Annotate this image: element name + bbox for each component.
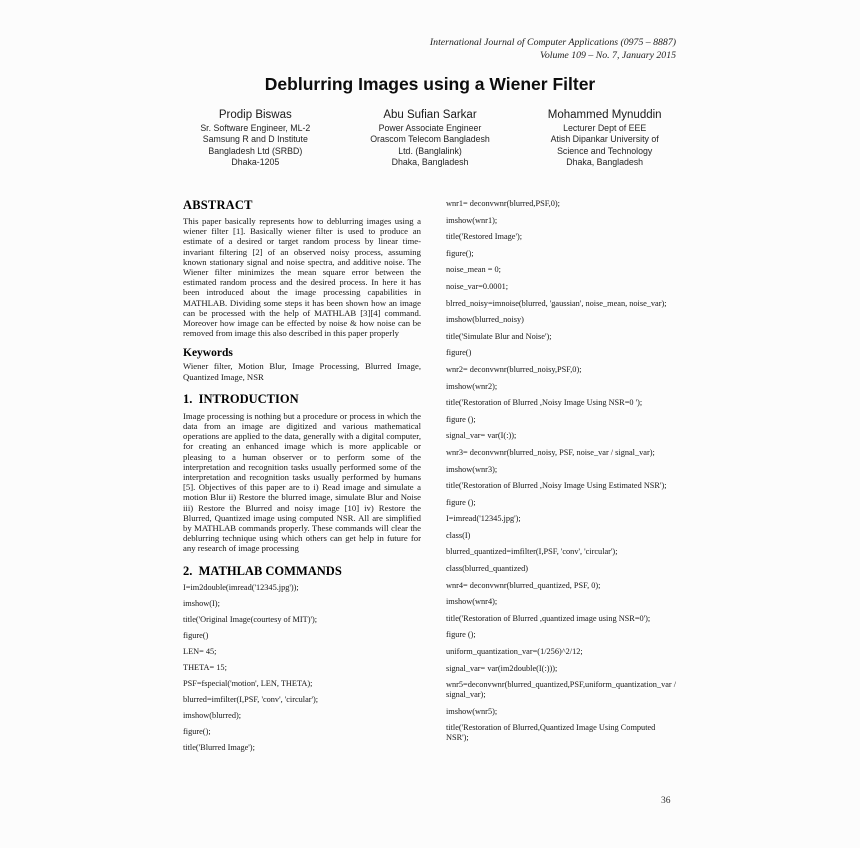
code-line: figure (); <box>446 630 476 640</box>
code-line: I=imread('12345.jpg'); <box>446 514 521 524</box>
paper-title: Deblurring Images using a Wiener Filter <box>264 74 596 94</box>
code-line: wnr4= deconvwnr(blurred_quantized, PSF, 0); <box>446 580 601 590</box>
code-line: figure() <box>446 348 472 358</box>
left-column <box>183 198 421 759</box>
code-line: class(blurred_quantized) <box>446 564 529 574</box>
code-line: class(I) <box>446 530 471 540</box>
code-line: LEN= 45; <box>183 646 217 656</box>
code-line: noise_var=0.0001; <box>446 281 509 291</box>
author-affiliation-line: Atish Dipankar University of <box>550 134 659 145</box>
code-line: blurred_quantized=imfilter(I,PSF, 'conv', 'circular'); <box>446 547 618 557</box>
code-line: title('Restoration of Blurred,Quantized Image Using Computed NSR'); <box>446 723 656 742</box>
journal-name: International Journal of Computer Applications (0975 – 8887) <box>429 37 676 48</box>
code-line: imshow(wnr3); <box>446 464 498 474</box>
code-line: signal_var= var(I(:)); <box>446 431 517 441</box>
keywords-heading: Keywords <box>183 347 233 360</box>
code-line: title('Restoration of Blurred ,Noisy Image Using Estimated NSR'); <box>446 481 667 491</box>
author-name: Prodip Biswas <box>218 109 292 121</box>
author-affiliation-line: Dhaka-1205 <box>231 156 280 167</box>
code-line: wnr2= deconvwnr(blurred_noisy,PSF,0); <box>446 364 582 374</box>
code-line: figure (); <box>446 414 476 424</box>
author-affiliation-line: Orascom Telecom Bangladesh <box>370 134 490 145</box>
author-block <box>517 109 692 168</box>
author-affiliation-line: Ltd. (Banglalink) <box>398 145 462 156</box>
code-line: blurred=imfilter(I,PSF, 'conv', 'circular'); <box>183 694 319 704</box>
code-line: title('Restored Image'); <box>446 232 523 242</box>
code-line: title('Original Image(courtesy of MIT)'); <box>183 614 318 624</box>
author-affiliation-line: Power Associate Engineer <box>378 123 482 133</box>
journal-volume: Volume 109 – No. 7, January 2015 <box>539 49 676 61</box>
code-line: figure() <box>183 630 209 640</box>
keywords-text: Wiener filter, Motion Blur, Image Processing, Blurred Image, Quantized Image, NSR <box>183 361 421 382</box>
code-line: uniform_quantization_var=(1/256)^2/12; <box>446 647 583 657</box>
code-line: signal_var= var(im2double(I(:))); <box>446 663 558 673</box>
author-affiliation-line: Samsung R and D Institute <box>202 134 308 145</box>
code-line: imshow(wnr5); <box>446 706 498 716</box>
code-line: figure (); <box>446 497 476 507</box>
author-affiliation-line: Bangladesh Ltd (SRBD) <box>208 145 303 156</box>
author-name: Abu Sufian Sarkar <box>383 109 477 121</box>
abstract-text: This paper basically represents how to deblurring images using a wiener filter [1]. Basically wiener filter is used to produce an estimate of a desired or target random process by linear time-invariant filtering [2] of an observed noisy process, assuming known stationary signal and noise spectra, and additive noise. The Wiener filter minimizes the mean square error between the estimated random process and the desired process. In here it has been introduced about the image processing capabilities in MATHLAB. Dividing some steps it has been shown how an image can be processed with the help of MATHLAB [3][4] command. Moreover how image can be effected by noise & how noise can be removed from image this also described in this paper properly <box>183 216 421 339</box>
code-line: wnr3= deconvwnr(blurred_noisy, PSF, noise_var / signal_var); <box>446 447 655 457</box>
code-line: THETA= 15; <box>183 662 227 672</box>
code-line: PSF=fspecial('motion', LEN, THETA); <box>183 678 313 688</box>
author-affiliation-line: Dhaka, Bangladesh <box>566 156 644 167</box>
author-affiliation-line: Dhaka, Bangladesh <box>391 156 469 167</box>
code-line: imshow(wnr4); <box>446 597 498 607</box>
journal-header <box>430 37 676 62</box>
author-affiliation-line: Sr. Software Engineer, ML-2 <box>200 123 311 133</box>
author-block <box>343 109 518 168</box>
code-line: imshow(blurred); <box>183 710 242 720</box>
code-line: title('Restoration of Blurred ,quantized image using NSR=0'); <box>446 613 651 623</box>
abstract-heading: ABSTRACT <box>183 198 253 212</box>
page-number: 36 <box>661 796 671 806</box>
author-name: Mohammed Mynuddin <box>547 109 662 121</box>
code-line: imshow(blurred_noisy) <box>446 315 524 325</box>
code-line: wnr5=deconvwnr(blurred_quantized,PSF,uniform_quantization_var / signal_var); <box>446 680 677 700</box>
right-column <box>446 199 679 750</box>
code-line: title('Simulate Blur and Noise'); <box>446 331 552 341</box>
commands-heading: 2. MATHLAB COMMANDS <box>183 563 342 578</box>
code-line: figure(); <box>183 726 211 736</box>
code-line: imshow(wnr1); <box>446 215 498 225</box>
introduction-text: Image processing is nothing but a procedure or process in which the data from an image are digitized and various mathematical operations are applied to the data, generally with a digital computer, for creating an enhanced image which is more applicable or pleasing to a human observer or to perform some of the interpretation and recognition tasks usually performed some of the interpretation and recognition tasks usually performed by humans [5]. Objectives of this paper are to i) Read image and simulate a motion Blur ii) Restore the blurred image, simulate Blur and Noise iii) Restore the Blurred and noisy image [10] iv) Restore the Blurred, Quantized image using computed NSR. All are simplified by MATHLAB commands properly. These commands will clear the deblurring technique using which others can get help in future for any research of image processing <box>183 410 421 554</box>
author-affiliation-line: Lecturer Dept of EEE <box>563 123 647 133</box>
author-block <box>168 109 343 168</box>
code-line: figure(); <box>446 248 474 258</box>
code-line: title('Restoration of Blurred ,Noisy Image Using NSR=0 '); <box>446 398 643 408</box>
code-line: wnr1= deconvwnr(blurred,PSF,0); <box>446 199 560 208</box>
code-line: I=im2double(imread('12345.jpg')); <box>183 582 299 592</box>
code-line: noise_mean = 0; <box>446 265 501 275</box>
code-line: imshow(wnr2); <box>446 381 498 391</box>
code-line: imshow(I); <box>183 598 220 608</box>
code-line: title('Blurred Image'); <box>183 742 255 752</box>
introduction-heading: 1. INTRODUCTION <box>183 391 299 406</box>
authors-row <box>168 109 692 168</box>
code-line: blrred_noisy=imnoise(blurred, 'gaussian', noise_mean, noise_var); <box>446 298 667 308</box>
author-affiliation-line: Science and Technology <box>557 145 653 156</box>
